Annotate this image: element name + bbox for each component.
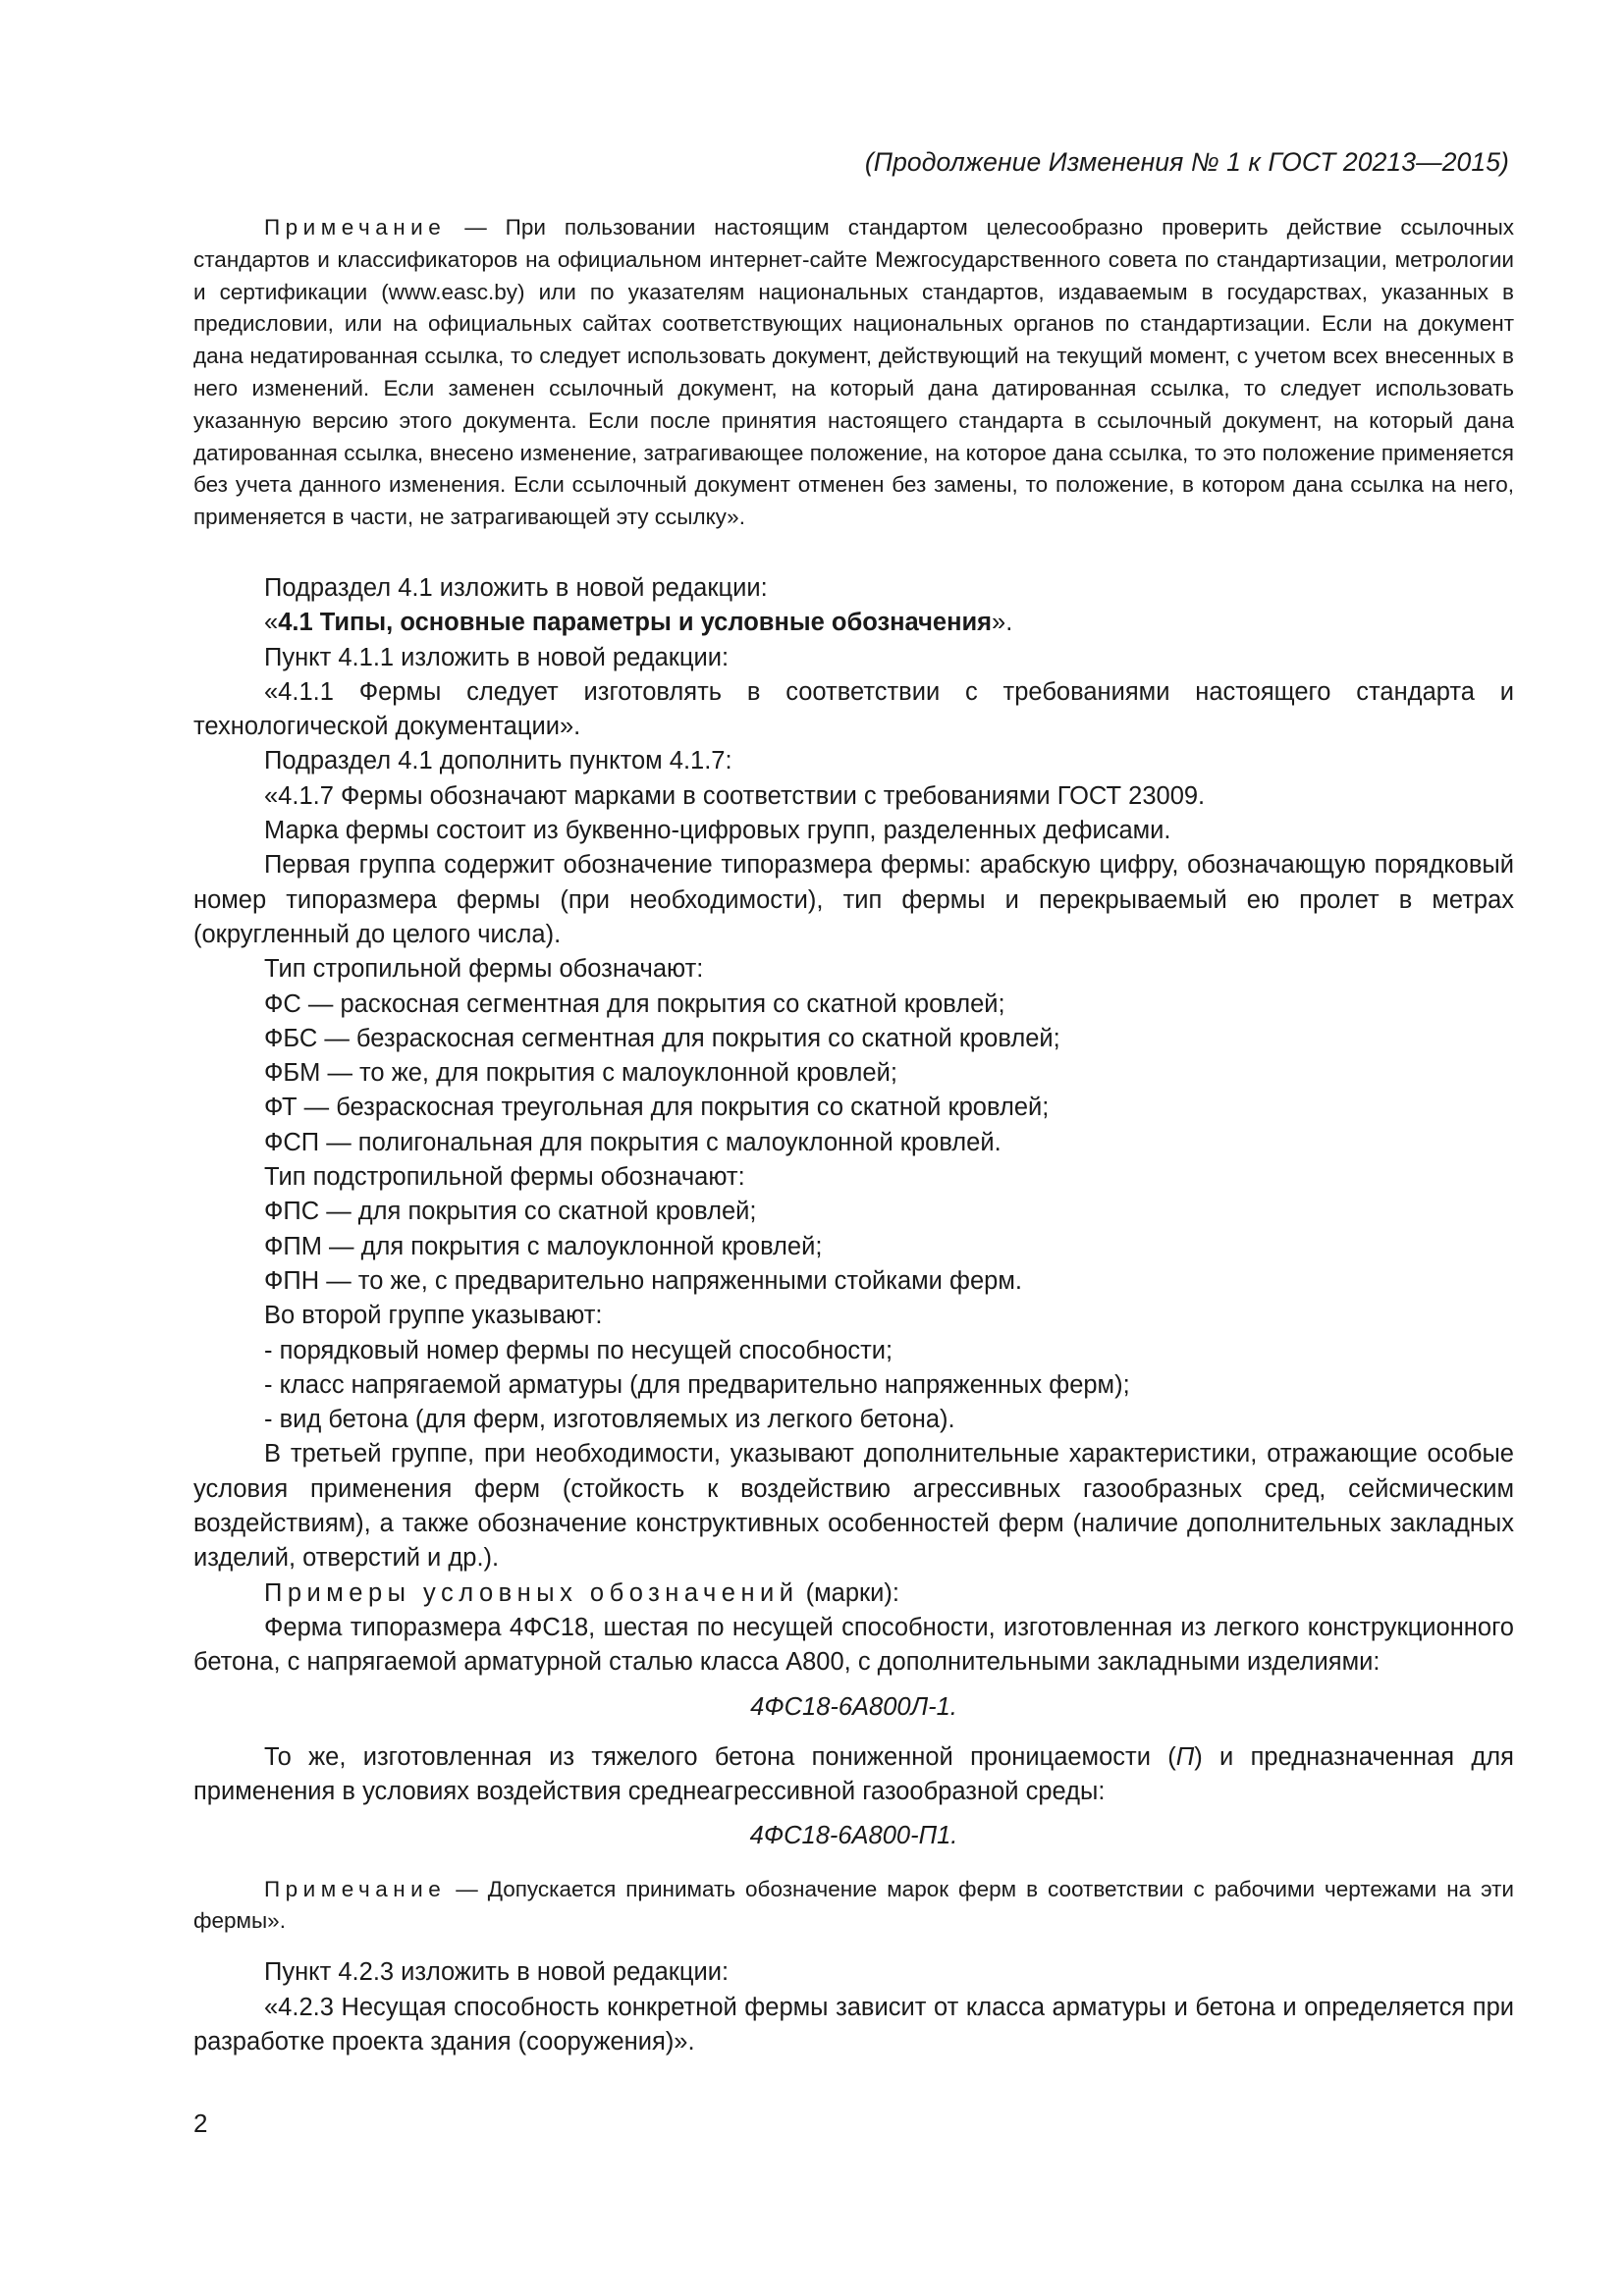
paragraph: Ферма типоразмера 4ФС18, шестая по несущей способности, изготовленная из легкого конструкционного бетона, с напрягаемой арматурной сталью класса А800, с дополнительными закладными изделиями: — [193, 1613, 1514, 1677]
paragraph: Тип стропильной фермы обозначают: — [264, 955, 704, 984]
note-paragraph-2 — [193, 1874, 1514, 1939]
paragraph: «4.1.7 Фермы обозначают марками в соответствии с требованиями ГОСТ 23009. — [264, 781, 1206, 810]
list-item: ФПМ — для покрытия с малоуклонной кровлей; — [264, 1232, 823, 1260]
note-text: — Допускается принимать обозначение марок ферм в соответствии с рабочими чертежами на эти фермы». — [193, 1876, 1514, 1934]
examples-suffix: (марки): — [798, 1578, 899, 1607]
running-header: (Продолжение Изменения № 1 к ГОСТ 20213—2015) — [864, 147, 1509, 177]
note-label: Примечание — [264, 215, 447, 240]
list-item: - порядковый номер фермы по несущей способности; — [264, 1336, 893, 1364]
list-item: ФС — раскосная сегментная для покрытия со скатной кровлей; — [264, 989, 1005, 1018]
page-number: 2 — [193, 2109, 208, 2138]
paragraph: Пункт 4.2.3 изложить в новой редакции: — [264, 1958, 730, 1987]
list-item: ФБМ — то же, для покрытия с малоуклонной кровлей; — [264, 1059, 897, 1088]
paragraph — [193, 1740, 1514, 1810]
quote-close: ». — [992, 609, 1013, 637]
section-title-paragraph — [193, 606, 1514, 640]
list-item: - класс напрягаемой арматуры (для предварительно напряженных ферм); — [264, 1370, 1130, 1399]
paragraph: «4.2.3 Несущая способность конкретной фермы зависит от класса арматуры и бетона и определяется при разработке проекта здания (сооружения)». — [193, 1993, 1514, 2056]
paragraph: Первая группа содержит обозначение типоразмера фермы: арабскую цифру, обозначающую порядковый номер типоразмера фермы (при необходимости), тип фермы и перекрываемый ею пролет в метрах (округленный до целого числа). — [193, 851, 1514, 948]
note-text: — При пользовании настоящим стандартом целесообразно проверить действие ссылочных стандартов и классификаторов на официальном интернет-сайте Межгосударственного совета по стандартизации, метрологии и сертификации (www.easc.by) или по указателям национальных стандартов, издаваемым в государствах, указанных в предисловии, или на официальных сайтах соответствующих национальных органов по стандартизации. Если на документ дана недатированная ссылка, то следует использовать документ, действующий на текущий момент, с учетом всех внесенных в него изменений. Если заменен ссылочный документ, на который дана датированная ссылка, то следует использовать указанную версию этого документа. Если после принятия настоящего стандарта в ссылочный документ, на который дана датированная ссылка, внесено изменение, затрагивающее положение, на которое дана ссылка, то это положение применяется без учета данного изменения. Если ссылочный документ отменен без замены, то положение, в котором дана ссылка на него, применяется в части, не затрагивающей эту ссылку». — [193, 215, 1514, 530]
paragraph: Во второй группе указывают: — [264, 1302, 603, 1330]
main-body — [193, 571, 1514, 2059]
paragraph: Пункт 4.1.1 изложить в новой редакции: — [264, 643, 730, 671]
designation-example-2: 4ФС18-6А800-П1. — [749, 1822, 958, 1850]
note-block-1 — [193, 212, 1514, 534]
note-paragraph-1 — [193, 212, 1514, 534]
paragraph: Марка фермы состоит из буквенно-цифровых групп, разделенных дефисами. — [264, 817, 1171, 845]
list-item: ФПН — то же, с предварительно напряженными стойками ферм. — [264, 1266, 1022, 1295]
paragraph: Тип подстропильной фермы обозначают: — [264, 1163, 745, 1192]
paragraph: «4.1.1 Фермы следует изготовлять в соответствии с требованиями настоящего стандарта и технологической документации». — [193, 677, 1514, 741]
list-item: ФБС — безраскосная сегментная для покрытия со скатной кровлей; — [264, 1024, 1060, 1052]
paragraph: В третьей группе, при необходимости, указывают дополнительные характеристики, отражающие особые условия применения ферм (стойкость к воздействию агрессивных газообразных сред, сейсмическим воздействиям), а также обозначение конструктивных особенностей ферм (наличие дополнительных закладных изделий, отверстий и др.). — [193, 1440, 1514, 1573]
list-item: ФСП — полигональная для покрытия с малоуклонной кровлей. — [264, 1128, 1001, 1156]
paragraph: Подраздел 4.1 изложить в новой редакции: — [264, 574, 768, 602]
list-item: ФТ — безраскосная треугольная для покрытия со скатной кровлей; — [264, 1094, 1050, 1122]
quote-open: « — [264, 609, 279, 637]
text-run: ) и предназначенная для применения в условиях воздействия среднеагрессивной газообразной среды: — [193, 1742, 1514, 1806]
list-item: ФПС — для покрытия со скатной кровлей; — [264, 1198, 757, 1226]
note-label: Примечание — [264, 1876, 447, 1901]
examples-label: Примеры условных обозначений — [264, 1578, 799, 1607]
text-run: То же, изготовленная из тяжелого бетона пониженной проницаемости ( — [264, 1742, 1176, 1771]
designation-example-1: 4ФС18-6А800Л-1. — [750, 1692, 957, 1721]
section-title: 4.1 Типы, основные параметры и условные обозначения — [278, 609, 993, 637]
italic-letter: П — [1175, 1742, 1195, 1771]
paragraph: Подраздел 4.1 дополнить пунктом 4.1.7: — [264, 747, 732, 775]
examples-heading — [193, 1576, 1514, 1611]
list-item: - вид бетона (для ферм, изготовляемых из легкого бетона). — [264, 1406, 955, 1434]
